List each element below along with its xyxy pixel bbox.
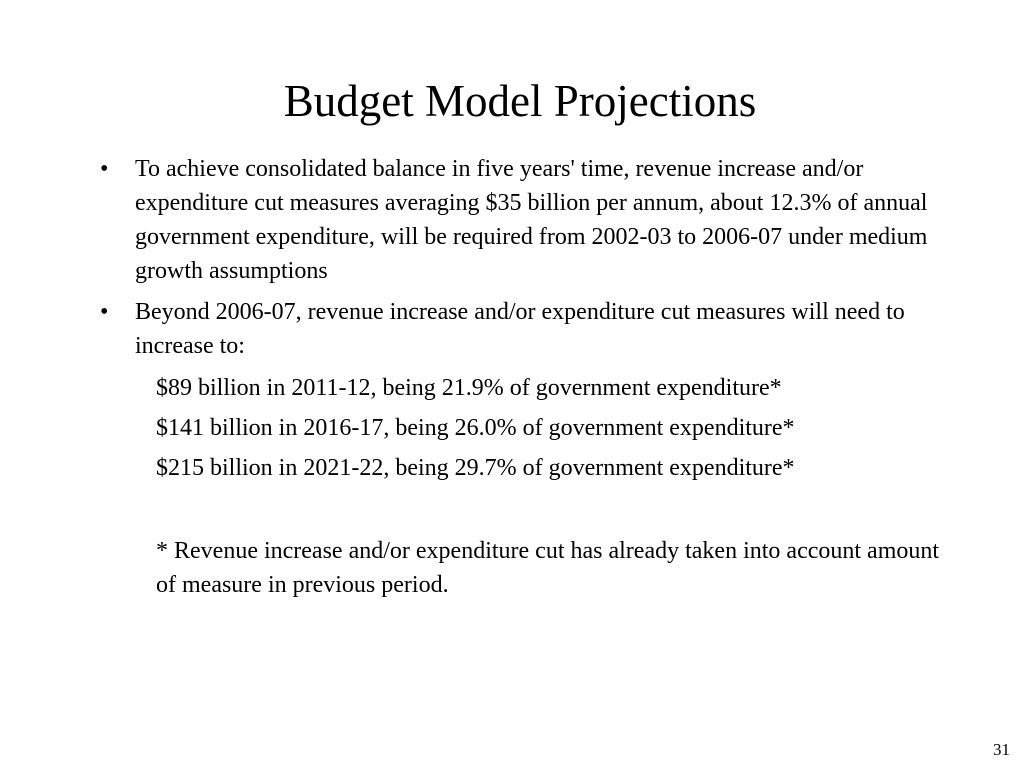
- projection-line-2016: $141 billion in 2016-17, being 26.0% of government expenditure*: [156, 415, 795, 441]
- page-number: 31: [993, 740, 1010, 759]
- bullet-marker: •: [100, 156, 109, 182]
- bullet-marker: •: [100, 299, 109, 325]
- projection-line-2011: $89 billion in 2011-12, being 21.9% of government expenditure*: [156, 375, 782, 401]
- bullet-item-consolidated-balance: To achieve consolidated balance in five years' time, revenue increase and/or expenditure cut measures averaging $35 billion per annum, about 12.3% of annual government expenditure, will be required from 2002-03 to 2006-07 under medium growth assumptions: [135, 156, 928, 284]
- slide-title: Budget Model Projections: [283, 76, 757, 126]
- footnote: * Revenue increase and/or expenditure cut has already taken into account amount of measure in previous period.: [156, 538, 940, 598]
- bullet-item-beyond-2006: Beyond 2006-07, revenue increase and/or expenditure cut measures will need to increase to:: [135, 299, 905, 359]
- projection-line-2021: $215 billion in 2021-22, being 29.7% of government expenditure*: [156, 455, 795, 481]
